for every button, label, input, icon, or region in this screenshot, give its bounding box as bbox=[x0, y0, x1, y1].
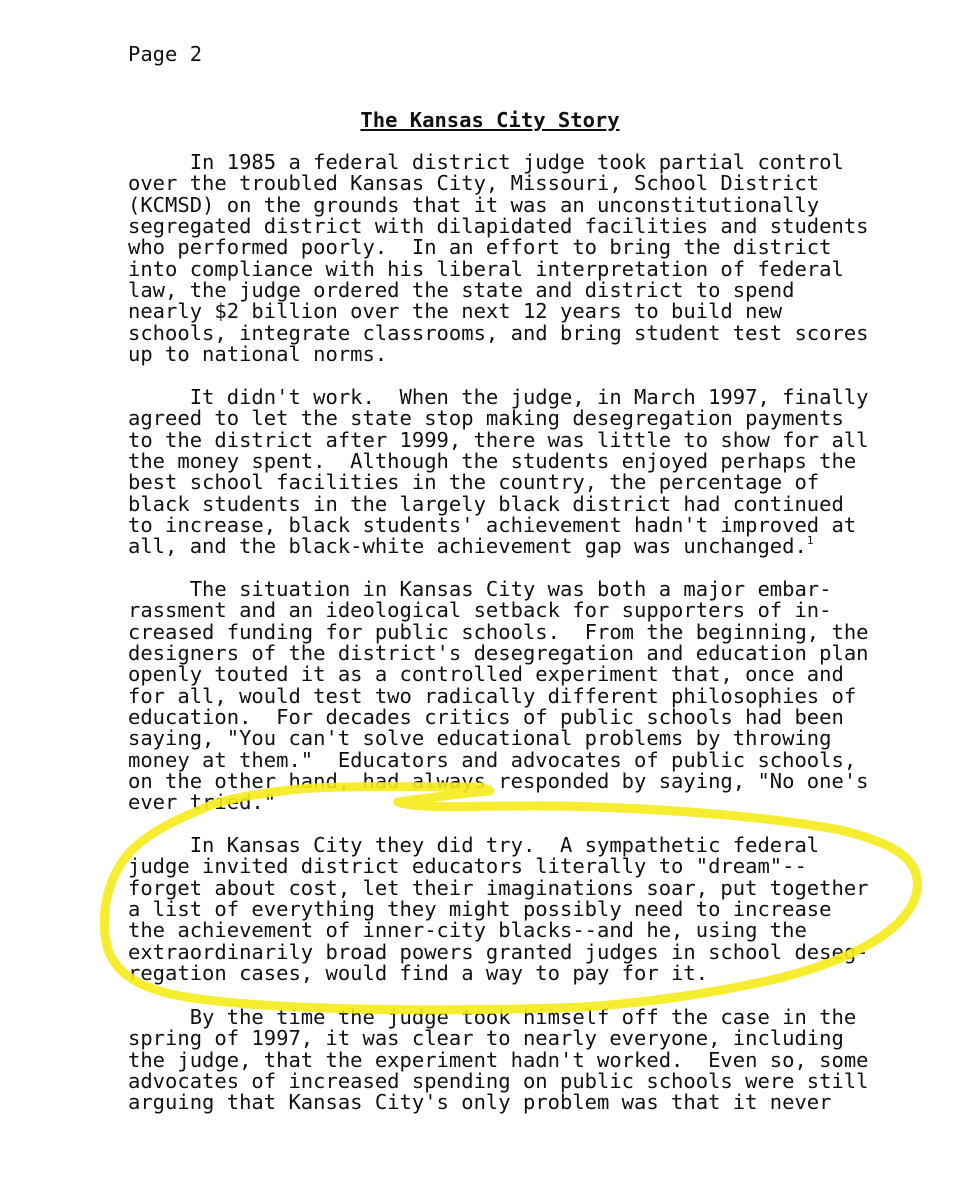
text-line: forget about cost, let their imaginations soar, put together bbox=[128, 875, 869, 900]
text-line: a list of everything they might possibly need to increase bbox=[128, 897, 832, 922]
text-line: the money spent. Although the students enjoyed perhaps the bbox=[128, 449, 857, 474]
footnote-reference[interactable]: 1 bbox=[806, 534, 814, 548]
paragraph-2 bbox=[128, 387, 928, 558]
document-title: The Kansas City Story bbox=[360, 108, 620, 132]
text-line: black students in the largely black district had continued bbox=[128, 491, 844, 516]
text-line: ever tried." bbox=[128, 790, 277, 815]
text-line: the judge, that the experiment hadn't worked. Even so, some bbox=[128, 1047, 869, 1072]
text-line: The situation in Kansas City was both a major embar- bbox=[128, 577, 832, 601]
text-line: up to national norms. bbox=[128, 342, 388, 367]
page-number: Page 2 bbox=[128, 42, 203, 66]
text-line: designers of the district's desegregation and education plan bbox=[128, 641, 869, 666]
text-line: best school facilities in the country, the percentage of bbox=[128, 470, 820, 495]
text-line: regation cases, would find a way to pay for it. bbox=[128, 961, 709, 986]
text-line bbox=[128, 536, 928, 557]
text-line: law, the judge ordered the state and district to spend bbox=[128, 278, 795, 303]
text-line: creased funding for public schools. From the beginning, the bbox=[128, 619, 869, 644]
text-line: By the time the judge took himself off the case in the bbox=[128, 1005, 857, 1029]
text-line: In 1985 a federal district judge took partial control bbox=[128, 150, 844, 174]
text-line: extraordinarily broad powers granted judges in school deseg- bbox=[128, 939, 869, 964]
paragraph-5 bbox=[128, 1007, 928, 1114]
text-line: spring of 1997, it was clear to nearly everyone, including bbox=[128, 1026, 844, 1051]
text-line: education. For decades critics of public schools had been bbox=[128, 705, 844, 730]
text-line: segregated district with dilapidated facilities and students bbox=[128, 214, 869, 239]
text-line: judge invited district educators literally to "dream"-- bbox=[128, 854, 807, 879]
paragraph-4-highlighted bbox=[128, 835, 928, 984]
text-line: schools, integrate classrooms, and bring student test scores bbox=[128, 320, 869, 345]
text-line: nearly $2 billion over the next 12 years to build new bbox=[128, 299, 783, 324]
text-line: who performed poorly. In an effort to bring the district bbox=[128, 235, 832, 260]
text-line: rassment and an ideological setback for supporters of in- bbox=[128, 598, 832, 623]
text-line: the achievement of inner-city blacks--and he, using the bbox=[128, 918, 807, 943]
paragraph-1 bbox=[128, 152, 928, 365]
text-line: to increase, black students' achievement hadn't improved at bbox=[128, 513, 857, 538]
text-line: agreed to let the state stop making desegregation payments bbox=[128, 406, 844, 431]
text-line: on the other hand, had always responded by saying, "No one's bbox=[128, 769, 869, 794]
text-line: for all, would test two radically different philosophies of bbox=[128, 683, 857, 708]
text-line: to the district after 1999, there was little to show for all bbox=[128, 427, 869, 452]
text-line: openly touted it as a controlled experiment that, once and bbox=[128, 662, 844, 687]
text-line: In Kansas City they did try. A sympathetic federal bbox=[128, 833, 820, 857]
paragraph-3 bbox=[128, 579, 928, 814]
text-line: arguing that Kansas City's only problem was that it never bbox=[128, 1090, 832, 1115]
text-line: money at them." Educators and advocates of public schools, bbox=[128, 747, 857, 772]
text-line: over the troubled Kansas City, Missouri, School District bbox=[128, 171, 820, 196]
text-line: advocates of increased spending on public schools were still bbox=[128, 1069, 869, 1094]
text-line-content: all, and the black-white achievement gap was unchanged. bbox=[128, 534, 807, 559]
text-line: (KCMSD) on the grounds that it was an unconstitutionally bbox=[128, 192, 820, 217]
text-line: saying, "You can't solve educational problems by throwing bbox=[128, 726, 832, 751]
text-line: into compliance with his liberal interpretation of federal bbox=[128, 256, 844, 281]
text-line: It didn't work. When the judge, in March 1997, finally bbox=[128, 385, 869, 409]
